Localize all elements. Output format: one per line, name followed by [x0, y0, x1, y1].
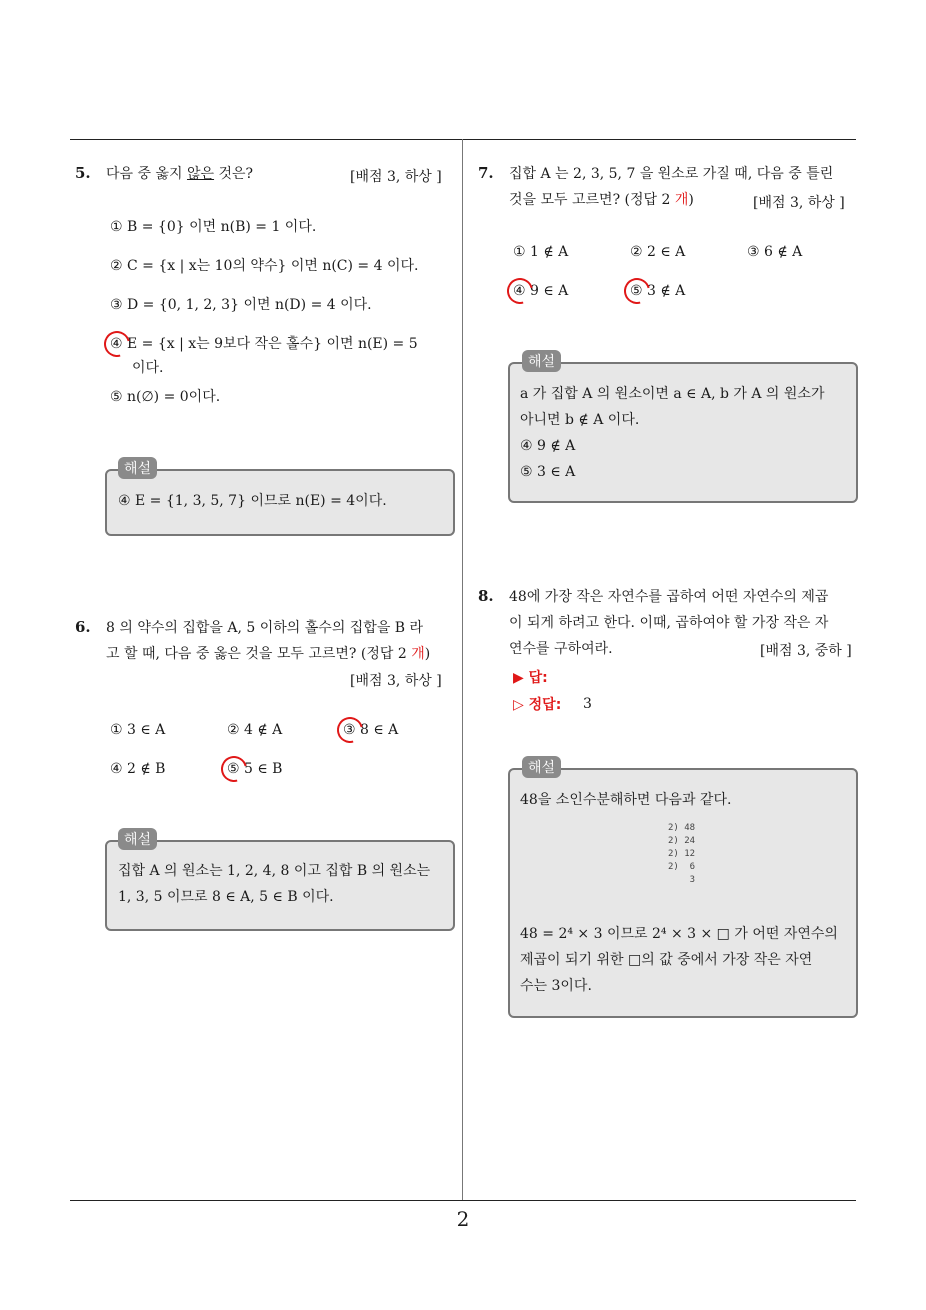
- q8-explanation-intro: 48을 소인수분해하면 다음과 같다.: [520, 792, 732, 808]
- q8-meta: [배점 3, 중하 ]: [760, 643, 852, 659]
- q7-option-3[interactable]: ③ 6 ∉ A: [747, 244, 803, 260]
- q7-explanation-tag: 해설: [522, 350, 561, 372]
- q8-factorization-line1: 2) 48: [668, 823, 696, 833]
- q5-number: 5.: [75, 164, 91, 182]
- q7-explanation-line4: ⑤ 3 ∈ A: [520, 464, 576, 480]
- q6-explanation-line1: 집합 A 의 원소는 1, 2, 4, 8 이고 집합 B 의 원소는: [118, 863, 431, 879]
- q6-option-3[interactable]: ③ 8 ∈ A: [343, 722, 399, 738]
- q7-meta: [배점 3, 하상 ]: [753, 195, 845, 211]
- q8-factorization-line2: 2) 24: [668, 836, 696, 846]
- q7-question-line2-a: 것을 모두 고르면? (정답 2: [509, 192, 675, 208]
- q5-question-underlined: 않은: [186, 166, 215, 182]
- q6-question-line2: [106, 641, 430, 667]
- q7-question-line2: [509, 187, 694, 213]
- q5-option-1[interactable]: ① B = {0} 이면 n(B) = 1 이다.: [110, 219, 317, 235]
- q5-answer-mark: [99, 326, 135, 362]
- q8-answer-label: ▶ 답:: [513, 670, 548, 686]
- q6-answer-count: 개: [411, 646, 425, 662]
- q5-question: [106, 161, 253, 187]
- q5-option-4[interactable]: ④ E = {x | x는 9보다 작은 홀수} 이면 n(E) = 5: [110, 336, 418, 352]
- top-rule: [70, 139, 856, 140]
- q8-explanation-line3: 수는 3이다.: [520, 978, 592, 994]
- q5-option-2[interactable]: ② C = {x | x는 10의 약수} 이면 n(C) = 4 이다.: [110, 258, 419, 274]
- q5-option-5[interactable]: ⑤ n(∅) = 0이다.: [110, 389, 221, 405]
- q6-question-line2-b: ): [424, 646, 431, 662]
- q6-number: 6.: [75, 618, 91, 636]
- q5-option-3[interactable]: ③ D = {0, 1, 2, 3} 이면 n(D) = 4 이다.: [110, 297, 372, 313]
- q7-question-line1: 집합 A 는 2, 3, 5, 7 을 원소로 가질 때, 다음 중 틀린: [509, 166, 834, 182]
- q8-factorization-line3: 2) 12: [668, 849, 696, 859]
- q7-answer-mark-5: [619, 273, 655, 309]
- q7-answer-mark-4: [502, 273, 538, 309]
- q6-question-line2-a: 고 할 때, 다음 중 옳은 것을 모두 고르면? (정답 2: [106, 646, 412, 662]
- q8-explanation-tag: 해설: [522, 756, 561, 778]
- q7-option-5[interactable]: ⑤ 3 ∉ A: [630, 283, 686, 299]
- q8-question-line2: 이 되게 하려고 한다. 이때, 곱하여야 할 가장 작은 자: [509, 615, 829, 631]
- q7-option-2[interactable]: ② 2 ∈ A: [630, 244, 686, 260]
- q5-question-text-a: 다음 중 옳지: [106, 166, 187, 182]
- bottom-rule: [70, 1200, 856, 1201]
- q6-option-5[interactable]: ⑤ 5 ∈ B: [227, 761, 283, 777]
- page-number: 2: [456, 1207, 470, 1231]
- q6-explanation-line2: 1, 3, 5 이므로 8 ∈ A, 5 ∈ B 이다.: [118, 889, 334, 905]
- q7-explanation-line1: a 가 집합 A 의 원소이면 a ∈ A, b 가 A 의 원소가: [520, 386, 825, 402]
- q5-question-text-b: 것은?: [214, 166, 254, 182]
- q8-explanation-line2: 제곱이 되기 위한 □의 값 중에서 가장 작은 자연: [520, 952, 813, 968]
- q5-explanation-tag: 해설: [118, 457, 157, 479]
- q7-question-line2-b: ): [688, 192, 694, 208]
- q5-option-4-cont: 이다.: [132, 360, 164, 376]
- q8-correct-value: 3: [583, 696, 592, 712]
- q8-correct-label: ▷ 정답:: [513, 697, 562, 713]
- q6-explanation-tag: 해설: [118, 828, 157, 850]
- q7-number: 7.: [478, 164, 494, 182]
- q6-answer-mark-3: [332, 712, 368, 748]
- q5-explanation: ④ E = {1, 3, 5, 7} 이므로 n(E) = 4이다.: [118, 493, 387, 509]
- q8-factorization-line5: 3: [668, 875, 696, 885]
- q8-question-line3: 연수를 구하여라.: [509, 641, 613, 657]
- q8-number: 8.: [478, 587, 494, 605]
- q6-option-1[interactable]: ① 3 ∈ A: [110, 722, 166, 738]
- q6-option-4[interactable]: ④ 2 ∉ B: [110, 761, 166, 777]
- q7-option-4[interactable]: ④ 9 ∈ A: [513, 283, 569, 299]
- q6-meta: [배점 3, 하상 ]: [350, 673, 442, 689]
- q8-explanation-line1: 48 = 2⁴ × 3 이므로 2⁴ × 3 × □ 가 어떤 자연수의: [520, 926, 838, 942]
- q7-option-1[interactable]: ① 1 ∉ A: [513, 244, 569, 260]
- q7-explanation-line2: 아니면 b ∉ A 이다.: [520, 412, 640, 428]
- q8-question-line1: 48에 가장 작은 자연수를 곱하여 어떤 자연수의 제곱: [509, 589, 829, 605]
- q5-meta: [배점 3, 하상 ]: [350, 169, 442, 185]
- q6-answer-mark-5: [216, 751, 252, 787]
- column-divider: [462, 139, 463, 1201]
- q7-explanation-line3: ④ 9 ∉ A: [520, 438, 576, 454]
- q6-option-2[interactable]: ② 4 ∉ A: [227, 722, 283, 738]
- q8-factorization-line4: 2) 6: [668, 862, 696, 872]
- q6-question-line1: 8 의 약수의 집합을 A, 5 이하의 홀수의 집합을 B 라: [106, 620, 424, 636]
- q7-answer-count: 개: [674, 192, 689, 208]
